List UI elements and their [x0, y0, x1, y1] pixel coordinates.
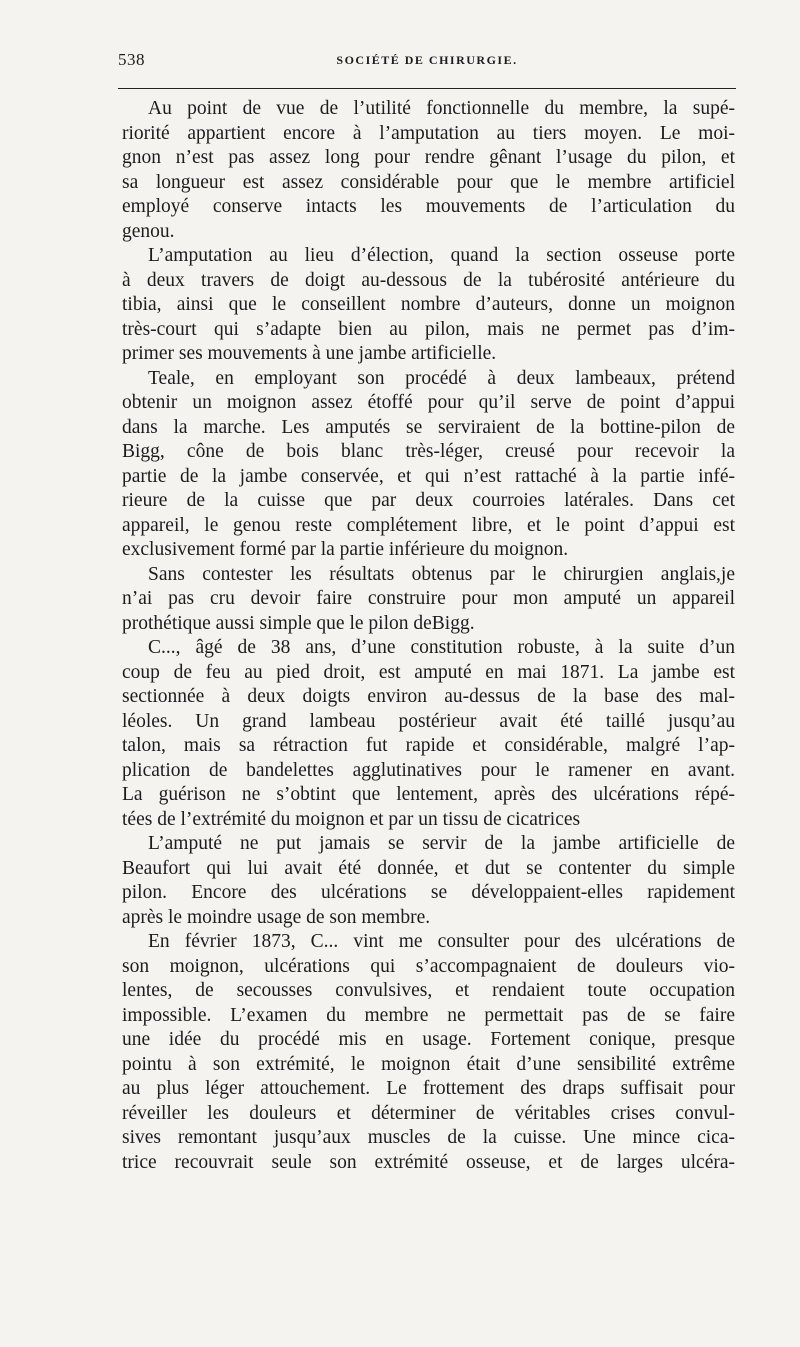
- text-line: tibia, ainsi que le conseillent nombre d’auteurs, donne un moignon: [122, 294, 735, 315]
- text-line: n’ai pas cru devoir faire construire pour mon amputé un appareil: [122, 588, 735, 609]
- text-line: Bigg, cône de bois blanc très-léger, creusé pour recevoir la: [122, 441, 735, 462]
- text-line: très-court qui s’adapte bien au pilon, mais ne permet pas d’im-: [122, 318, 735, 340]
- text-line: son moignon, ulcérations qui s’accompagnaient de douleurs vio-: [122, 955, 735, 977]
- text-line: L’amputation au lieu d’élection, quand la section osseuse porte: [148, 245, 735, 266]
- text-line: exclusivement formé par la partie inférieure du moignon.: [122, 539, 569, 560]
- text-line: réveiller les douleurs et déterminer de véritables crises convul-: [122, 1102, 735, 1124]
- text-line: Teale, en employant son procédé à deux lambeaux, prétend: [148, 367, 735, 389]
- text-line: appareil, le genou reste complétement libre, et le point d’appui est: [122, 514, 735, 536]
- text-line: plication de bandelettes agglutinatives pour le ramener en avant.: [122, 759, 735, 781]
- text-line: L’amputé ne put jamais se servir de la jambe artificielle de: [148, 833, 735, 854]
- body-text: [122, 97, 735, 1175]
- text-line: une idée du procédé mis en usage. Fortement conique, presque: [122, 1029, 735, 1050]
- text-line: coup de feu au pied droit, est amputé en mai 1871. La jambe est: [122, 661, 735, 683]
- text-line: genou.: [122, 220, 175, 242]
- text-line: Beaufort qui lui avait été donnée, et dut se contenter du simple: [122, 857, 735, 879]
- text-line: pointu à son extrémité, le moignon était d’une sensibilité extrême: [122, 1053, 735, 1075]
- text-line: En février 1873, C... vint me consulter pour des ulcérations de: [148, 931, 735, 952]
- text-line: primer ses mouvements à une jambe artificielle.: [122, 343, 497, 364]
- text-line: à deux travers de doigt au-dessous de la tubérosité antérieure du: [122, 269, 735, 291]
- text-line: C..., âgé de 38 ans, d’une constitution robuste, à la suite d’un: [148, 637, 735, 658]
- text-line: lentes, de secousses convulsives, et rendaient toute occupation: [122, 980, 735, 1001]
- text-line: impossible. L’examen du membre ne permettait pas de se faire: [122, 1004, 735, 1026]
- text-line: sectionnée à deux doigts environ au-dessus de la base des mal-: [122, 686, 735, 707]
- running-title: SOCIÉTÉ DE CHIRURGIE.: [336, 53, 518, 67]
- text-line: dans la marche. Les amputés se serviraient de la bottine-pilon de: [122, 416, 735, 438]
- text-line: tées de l’extrémité du moignon et par un tissu de cicatrices: [122, 808, 581, 830]
- header-rule: [118, 88, 736, 89]
- text-line: après le moindre usage de son membre.: [122, 906, 431, 928]
- running-head: [118, 50, 736, 72]
- text-line: au plus léger attouchement. Le frottement des draps suffisait pour: [122, 1078, 735, 1099]
- text-line: prothétique aussi simple que le pilon deBigg.: [122, 612, 475, 634]
- text-line: pilon. Encore des ulcérations se développaient-elles rapidement: [122, 882, 735, 903]
- page-number: 538: [118, 50, 145, 69]
- text-line: obtenir un moignon assez étoffé pour qu’il serve de point d’appui: [122, 392, 735, 413]
- text-line: partie de la jambe conservée, et qui n’est rattaché à la partie infé-: [122, 465, 735, 487]
- text-line: sives remontant jusqu’aux muscles de la cuisse. Une mince cica-: [122, 1127, 735, 1148]
- text-line: Au point de vue de l’utilité fonctionnelle du membre, la supé-: [148, 98, 735, 119]
- text-line: La guérison ne s’obtint que lentement, après des ulcérations répé-: [122, 784, 735, 805]
- text-line: gnon n’est pas assez long pour rendre gênant l’usage du pilon, et: [122, 147, 735, 168]
- text-line: Sans contester les résultats obtenus par le chirurgien anglais,je: [148, 563, 735, 585]
- text-line: employé conserve intacts les mouvements de l’articulation du: [122, 196, 735, 217]
- text-line: riorité appartient encore à l’amputation au tiers moyen. Le moi-: [122, 122, 735, 144]
- text-line: talon, mais sa rétraction fut rapide et considérable, malgré l’ap-: [122, 735, 735, 756]
- text-line: rieure de la cuisse que par deux courroies latérales. Dans cet: [122, 490, 735, 511]
- text-line: sa longueur est assez considérable pour que le membre artificiel: [122, 171, 735, 193]
- text-line: trice recouvrait seule son extrémité osseuse, et de larges ulcéra-: [122, 1151, 735, 1173]
- text-line: léoles. Un grand lambeau postérieur avait été taillé jusqu’au: [122, 710, 735, 732]
